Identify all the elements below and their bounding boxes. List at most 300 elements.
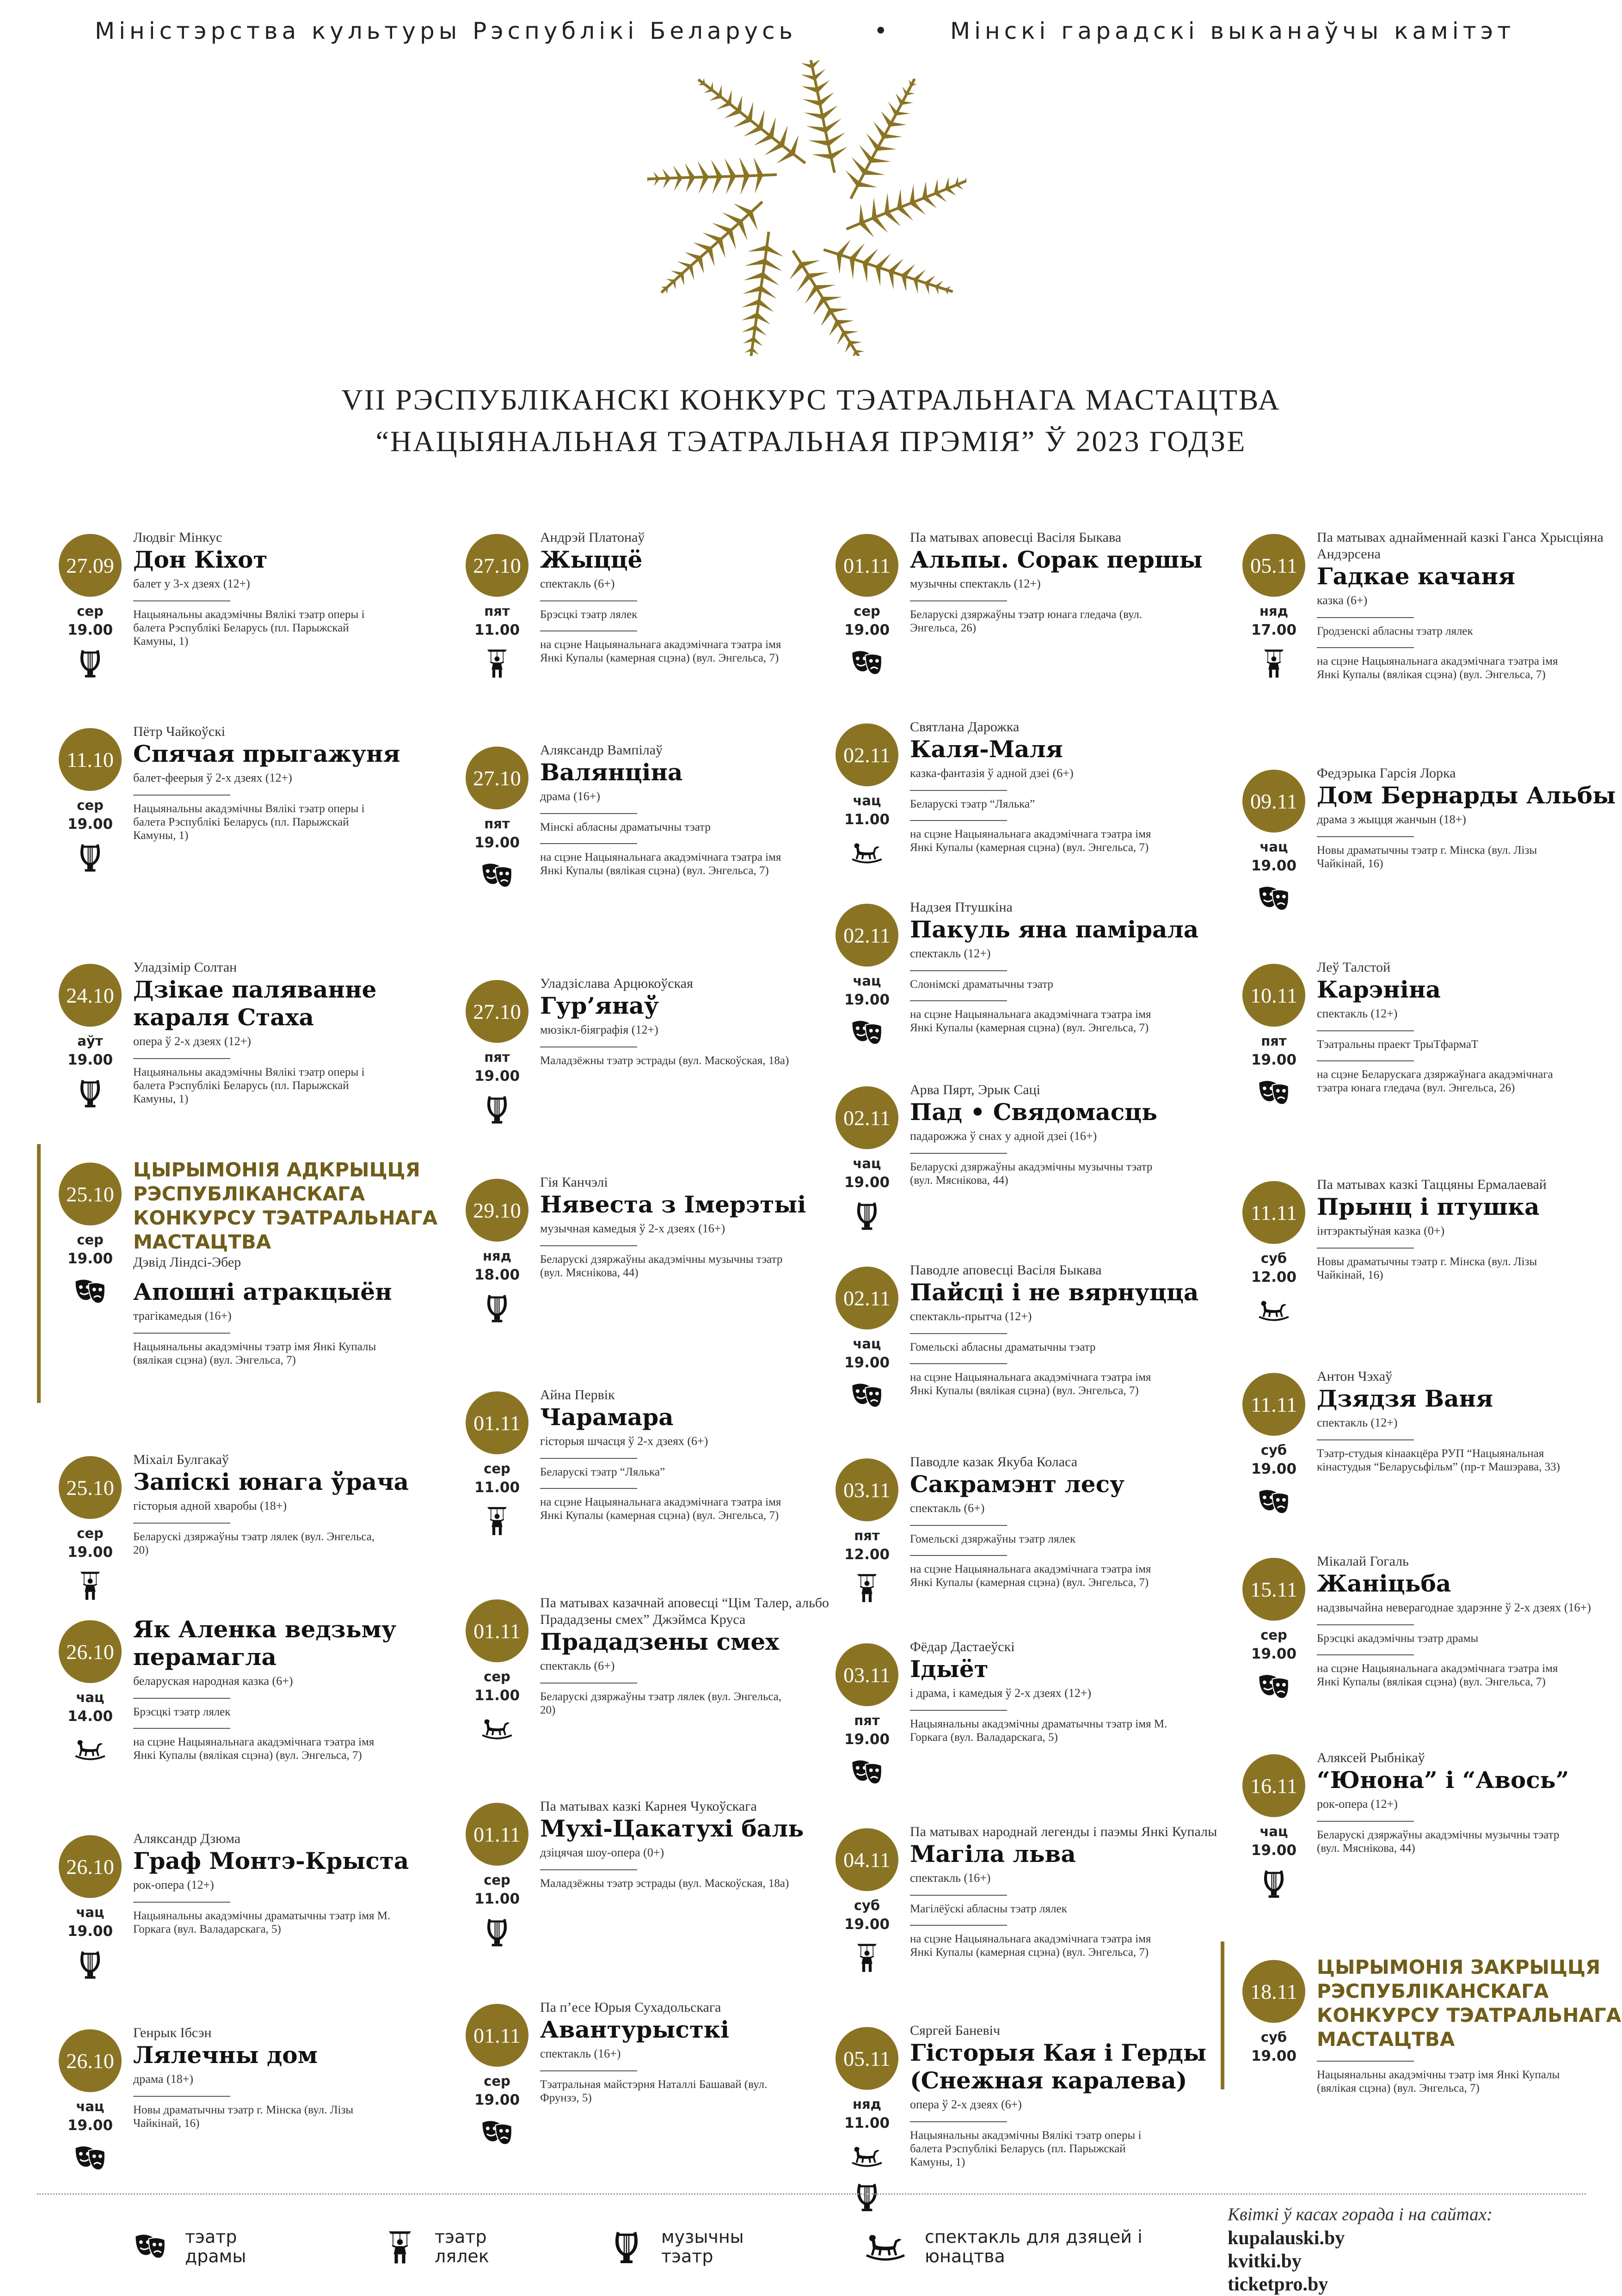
- event-title: Валянціна: [540, 759, 683, 786]
- event-genre: драма з жыцця жанчын (18+): [1317, 813, 1466, 826]
- ceremony-title: ЦЫРЫМОНІЯ АДКРЫЦЦЯ РЭСПУБЛІКАНСКАГА КОНКУРСУ ТЭАТРАЛЬНАГА МАСТАЦТВА: [133, 1158, 438, 1253]
- event-genre: дзіцячая шоу-опера (0+): [540, 1846, 664, 1859]
- event-genre: беларуская народная казка (6+): [133, 1674, 293, 1688]
- event-genre: рок-опера (12+): [133, 1878, 214, 1892]
- event-venue: Брэсцкі тэатр лялек: [540, 608, 638, 621]
- event-weekday: няд: [852, 2096, 882, 2112]
- event-weekday: суб: [854, 1898, 880, 1913]
- header-organizations: [0, 18, 1622, 55]
- event-venue: Новы драматычны тэатр г. Мінска (вул. Лізы Чайкінай, 16): [1317, 1255, 1537, 1281]
- event-divider: [910, 1925, 1007, 1926]
- title-line-1: VII РЭСПУБЛІКАНСКІ КОНКУРС ТЭАТРАЛЬНАГА МАСТАЦТВА: [341, 383, 1281, 416]
- event-date-badge: 09.11: [1242, 770, 1305, 833]
- event-genre: опера ў 2-х дзеях (12+): [133, 1035, 251, 1048]
- event-date-badge: 03.11: [836, 1643, 898, 1706]
- event-title: Пад • Свядомасць: [910, 1098, 1158, 1126]
- masks-icon: [851, 1379, 883, 1412]
- event-genre: драма (16+): [540, 790, 601, 803]
- event-venue: Беларускі дзяржаўны акадэмічны музычны тэатр (вул. Мяснікова, 44): [910, 1161, 1153, 1187]
- event-weekday: сер: [484, 1669, 510, 1684]
- event-divider: [1317, 1821, 1414, 1822]
- event-weekday: аўт: [77, 1033, 103, 1049]
- event-time: 19.00: [474, 834, 520, 851]
- event-weekday: суб: [1260, 1250, 1287, 1266]
- event-weekday: сер: [1260, 1627, 1287, 1643]
- event-genre: трагікамедыя (16+): [133, 1309, 232, 1322]
- event-title: Дзядзя Ваня: [1317, 1385, 1493, 1412]
- event-time: 19.00: [844, 1354, 890, 1371]
- event-divider: [910, 970, 1007, 971]
- event-genre: надзвычайна неверагоднае здарэнне ў 2-х дзеях (16+): [1317, 1601, 1591, 1614]
- event-title: Граф Монтэ-Крыста: [133, 1847, 409, 1874]
- event-date-block: [462, 1798, 532, 1948]
- event-details: [910, 719, 1224, 854]
- event-date-block: [1239, 1368, 1309, 1518]
- event-title: Гісторыя Кая і Герды (Снежная каралева): [910, 2039, 1207, 2094]
- event-weekday: суб: [1260, 1442, 1287, 1458]
- legend-musical: [610, 2219, 763, 2274]
- ceremony-accent-bar: [37, 1144, 41, 1403]
- event-title: Пакуль яна памірала: [910, 916, 1199, 943]
- event-time: 18.00: [474, 1267, 520, 1283]
- event-time: 19.00: [67, 816, 113, 833]
- event-genre: казка-фантазія ў адной дзеі (6+): [910, 766, 1074, 780]
- event-details: [1317, 1955, 1622, 2095]
- lyre-icon: [74, 841, 106, 873]
- legend-label: тэатр драмы: [185, 2227, 246, 2266]
- event-time: 11.00: [844, 811, 890, 828]
- event-details: [1317, 1553, 1622, 1689]
- event-weekday: суб: [1260, 2029, 1287, 2045]
- horse-icon: [865, 2228, 906, 2265]
- event-weekday: чац: [76, 1904, 104, 1920]
- event-venue-host: на сцэне Нацыянальнага акадэмічнага тэатра імя Янкі Купалы (вялікая сцэна) (вул. Энгельса, 7): [1317, 1662, 1558, 1688]
- event-genre: спектакль (6+): [540, 1659, 615, 1672]
- event-venue-host: на сцэне Нацыянальнага акадэмічнага тэатра імя Янкі Купалы (вялікая сцэна) (вул. Энгельса, 7): [910, 1371, 1151, 1397]
- event-date-block: [1239, 1553, 1309, 1703]
- event-venue-host: на сцэне Нацыянальнага акадэмічнага тэатра імя Янкі Купалы (вялікая сцэна) (вул. Энгельса, 7): [540, 851, 781, 877]
- event-time: 19.00: [67, 622, 113, 638]
- masks-icon: [74, 1275, 106, 1308]
- event-title: Гадкае качаня: [1317, 563, 1516, 590]
- event-time: 19.00: [1251, 2048, 1297, 2064]
- event-weekday: няд: [482, 1248, 512, 1264]
- event-details: [1317, 1176, 1622, 1282]
- event-weekday: сер: [77, 603, 104, 619]
- event-time: 19.00: [67, 1250, 113, 1267]
- masks-icon: [481, 2117, 513, 2149]
- ticket-site-link[interactable]: kupalauski.by: [1228, 2228, 1345, 2249]
- event-date-badge: 27.10: [466, 747, 528, 809]
- event-weekday: пят: [854, 1528, 880, 1543]
- event-date-block: [462, 529, 532, 679]
- masks-icon: [851, 1756, 883, 1788]
- event-date-block: [1239, 1955, 1309, 2064]
- event-weekday: чац: [853, 1336, 881, 1352]
- event-author: Па матывах казкі Карнея Чукоўскага: [540, 1799, 757, 1814]
- event-genre: гісторыя шчасця ў 2-х дзеях (6+): [540, 1434, 708, 1448]
- event-divider: [910, 820, 1007, 821]
- event-author: Гія Канчэлі: [540, 1175, 608, 1190]
- event-title: Спячая прыгажуня: [133, 740, 400, 767]
- event-divider: [1317, 1030, 1414, 1031]
- event-genre: балет-феерыя ў 2-х дзеях (12+): [133, 771, 292, 784]
- event-date-badge: 04.11: [836, 1828, 898, 1891]
- event-date-badge: 27.10: [466, 534, 528, 597]
- event-divider: [133, 1698, 230, 1699]
- event-divider: [540, 843, 637, 844]
- event-genre: музычны спектакль (12+): [910, 577, 1041, 590]
- event-details: [133, 1616, 448, 1762]
- masks-icon: [481, 859, 513, 892]
- event-author: Федэрыка Гарсія Лорка: [1317, 765, 1456, 781]
- lyre-icon: [481, 1292, 513, 1324]
- event-time: 19.00: [1251, 857, 1297, 874]
- event-author: Уладзімір Солтан: [133, 960, 237, 975]
- puppet-icon: [481, 1504, 513, 1537]
- event-title: Апошні атракцыён: [133, 1278, 392, 1305]
- event-genre: інтэрактыўная казка (0+): [1317, 1224, 1445, 1237]
- event-weekday: чац: [853, 793, 881, 808]
- event-weekday: пят: [484, 1049, 510, 1065]
- event-genre: спектакль (12+): [1317, 1416, 1398, 1429]
- event-title: Лялечны дом: [133, 2041, 318, 2069]
- event-author: Фёдар Дастаеўскі: [910, 1639, 1015, 1654]
- event-date-block: [462, 742, 532, 892]
- masks-icon: [1258, 882, 1290, 915]
- event-date-badge: 11.11: [1242, 1181, 1305, 1244]
- event-divider: [910, 790, 1007, 791]
- event-author: Аляксандр Вампілаў: [540, 742, 663, 758]
- event-date-badge: 01.11: [466, 1803, 528, 1866]
- event-venue: Маладзёжны тэатр эстрады (вул. Маскоўская, 18а): [540, 1054, 789, 1067]
- event-date-badge: 01.11: [466, 1391, 528, 1454]
- event-details: [133, 1158, 448, 1367]
- event-time: 19.00: [474, 2092, 520, 2108]
- event-weekday: пят: [484, 603, 510, 619]
- event-date-block: [55, 1616, 125, 1765]
- event-venue: Новы драматычны тэатр г. Мінска (вул. Лізы Чайкінай, 16): [133, 2104, 354, 2130]
- event-time: 19.00: [67, 2117, 113, 2134]
- event-divider: [910, 1525, 1007, 1526]
- event-date-badge: 29.10: [466, 1179, 528, 1242]
- event-venue-host: на сцэне Нацыянальнага акадэмічнага тэатра імя Янкі Купалы (камерная сцэна) (вул. Энгельса, 7): [910, 1563, 1151, 1589]
- event-title: Пайсці і не вярнуцца: [910, 1279, 1199, 1306]
- event-date-badge: 01.11: [836, 534, 898, 597]
- event-time: 19.00: [67, 1544, 113, 1561]
- legend-puppet: [384, 2219, 522, 2274]
- event-details: [133, 959, 448, 1106]
- footer-divider: [37, 2193, 1586, 2195]
- horse-icon: [1258, 1294, 1290, 1326]
- event-divider: [910, 1000, 1007, 1001]
- event-date-block: [1239, 959, 1309, 1109]
- masks-icon: [74, 2142, 106, 2174]
- event-time: 19.00: [844, 992, 890, 1008]
- event-genre: казка (6+): [1317, 594, 1368, 607]
- title-line-2: “НАЦЫЯНАЛЬНАЯ ТЭАТРАЛЬНАЯ ПРЭМІЯ” Ў 2023 ГОДЗЕ: [375, 425, 1247, 458]
- event-author: Міхаіл Булгакаў: [133, 1452, 229, 1467]
- event-genre: драма (18+): [133, 2072, 194, 2086]
- event-title: Дом Бернарды Альбы: [1317, 782, 1616, 809]
- fern-wreath-icon: [647, 60, 966, 356]
- event-date-block: [55, 1158, 125, 1308]
- event-date-badge: 03.11: [836, 1458, 898, 1521]
- event-title: Каля-Маля: [910, 735, 1063, 763]
- lyre-icon: [74, 647, 106, 679]
- event-date-block: [832, 1262, 902, 1412]
- event-divider: [133, 1058, 230, 1059]
- event-date-block: [832, 529, 902, 679]
- event-details: [540, 529, 854, 665]
- event-divider: [1317, 1654, 1414, 1655]
- event-date-badge: 26.10: [59, 1835, 122, 1898]
- event-title: Жыццё: [540, 546, 643, 573]
- event-date-block: [1239, 529, 1309, 679]
- event-divider: [133, 1333, 230, 1334]
- event-divider: [1317, 1624, 1414, 1625]
- event-date-badge: 10.11: [1242, 964, 1305, 1027]
- event-date-block: [832, 719, 902, 869]
- event-venue-host: на сцэне Нацыянальнага акадэмічнага тэатра імя Янкі Купалы (камерная сцэна) (вул. Энгельса, 7): [540, 1496, 781, 1522]
- event-details: [910, 1082, 1224, 1187]
- event-divider: [910, 600, 1007, 601]
- event-time: 19.00: [67, 1052, 113, 1068]
- event-genre: спектакль (12+): [1317, 1007, 1398, 1020]
- ticket-site-link[interactable]: ticketpro.by: [1228, 2274, 1328, 2295]
- event-venue-host: на сцэне Нацыянальнага акадэмічнага тэатра імя Янкі Купалы (камерная сцэна) (вул. Энгельса, 7): [910, 1008, 1151, 1034]
- event-genre: спектакль (6+): [910, 1501, 985, 1515]
- event-divider: [1317, 1248, 1414, 1249]
- event-details: [540, 742, 854, 877]
- event-time: 14.00: [67, 1708, 113, 1725]
- event-weekday: сер: [854, 603, 880, 619]
- event-date-badge: 02.11: [836, 1086, 898, 1149]
- lyre-icon: [74, 1077, 106, 1109]
- event-date-block: [1239, 765, 1309, 915]
- event-venue: Новы драматычны тэатр г. Мінска (вул. Лізы Чайкінай, 16): [1317, 844, 1537, 870]
- event-venue: Мінскі абласны драматычны тэатр: [540, 821, 711, 833]
- event-time: 19.00: [1251, 1052, 1297, 1068]
- event-time: 12.00: [1251, 1269, 1297, 1286]
- event-date-badge: 02.11: [836, 904, 898, 967]
- event-time: 19.00: [67, 1923, 113, 1940]
- event-venue: Беларускі дзяржаўны акадэмічны музычны тэатр (вул. Мяснікова, 44): [1317, 1829, 1560, 1855]
- event-author: Арва Пярт, Эрык Саці: [910, 1082, 1040, 1097]
- event-divider: [1317, 1439, 1414, 1440]
- event-venue: Нацыянальны акадэмічны драматычны тэатр імя М. Горкага (вул. Валадарскага, 5): [910, 1718, 1167, 1744]
- event-venue-host: на сцэне Нацыянальнага акадэмічнага тэатра імя Янкі Купалы (камерная сцэна) (вул. Энгельса, 7): [910, 1933, 1151, 1959]
- event-date-block: [462, 1999, 532, 2149]
- event-details: [910, 1639, 1224, 1744]
- event-details: [910, 1824, 1224, 1959]
- event-date-badge: 26.10: [59, 1620, 122, 1683]
- event-weekday: пят: [484, 816, 510, 832]
- event-title: Прададзены смех: [540, 1628, 779, 1655]
- event-venue: Беларускі тэатр “Лялька”: [910, 798, 1035, 810]
- event-details: [540, 975, 854, 1067]
- event-weekday: сер: [77, 797, 104, 813]
- event-time: 12.00: [844, 1546, 890, 1563]
- event-divider: [540, 1869, 637, 1870]
- event-weekday: сер: [484, 2073, 510, 2089]
- event-details: [540, 1595, 854, 1717]
- event-author: Генрык Ібсэн: [133, 2025, 212, 2040]
- event-time: 19.00: [1251, 1461, 1297, 1477]
- legend-drama: [134, 2219, 273, 2274]
- event-author: Па матывах аповесці Васіля Быкава: [910, 530, 1122, 545]
- event-time: 19.00: [844, 1731, 890, 1748]
- legend-label: музычны тэатр: [661, 2227, 744, 2266]
- event-venue: Гродзенскі абласны тэатр лялек: [1317, 625, 1473, 637]
- event-venue-host: на сцэне Беларускага дзяржаўнага акадэмічнага тэатра юнага гледача (вул. Энгельса, 26): [1317, 1068, 1553, 1094]
- event-divider: [910, 1895, 1007, 1896]
- event-date-block: [832, 1824, 902, 1973]
- event-date-block: [832, 899, 902, 1049]
- event-divider: [133, 1523, 230, 1524]
- event-time: 11.00: [474, 1479, 520, 1496]
- event-divider: [1317, 617, 1414, 618]
- event-author: Сяргей Баневіч: [910, 2023, 1001, 2038]
- horse-icon: [851, 836, 883, 869]
- event-divider: [910, 1710, 1007, 1711]
- event-author: Надзея Птушкіна: [910, 900, 1013, 915]
- event-venue-host: на сцэне Нацыянальнага акадэмічнага тэатра імя Янкі Купалы (вялікая сцэна) (вул. Энгельса, 7): [1317, 655, 1558, 681]
- event-time: 17.00: [1251, 622, 1297, 638]
- event-venue: Маладзёжны тэатр эстрады (вул. Маскоўская, 18а): [540, 1877, 789, 1890]
- event-weekday: сер: [484, 1461, 510, 1476]
- masks-icon: [851, 647, 883, 679]
- event-time: 19.00: [1251, 1842, 1297, 1859]
- puppet-icon: [1258, 647, 1290, 679]
- event-weekday: чац: [76, 2099, 104, 2114]
- event-title: Чарамара: [540, 1403, 674, 1431]
- event-details: [910, 2022, 1224, 2169]
- event-venue: Беларускі дзяржаўны тэатр лялек (вул. Энгельса, 20): [133, 1531, 375, 1556]
- horse-icon: [74, 1733, 106, 1765]
- event-venue: Нацыянальны акадэмічны тэатр імя Янкі Купалы (вялікая сцэна) (вул. Энгельса, 7): [133, 1341, 376, 1366]
- puppet-icon: [384, 2228, 416, 2265]
- event-details: [540, 1999, 854, 2105]
- event-date-badge: 02.11: [836, 1267, 898, 1329]
- lyre-icon: [481, 1916, 513, 1948]
- event-weekday: пят: [1261, 1033, 1287, 1049]
- event-date-badge: 02.11: [836, 723, 898, 786]
- event-date-block: [55, 1451, 125, 1601]
- event-date-block: [1239, 1176, 1309, 1326]
- event-details: [540, 1174, 854, 1280]
- event-venue: Беларускі дзяржаўны тэатр лялек (вул. Энгельса, 20): [540, 1690, 782, 1716]
- event-time: 19.00: [844, 1916, 890, 1933]
- event-genre: спектакль-прытча (12+): [910, 1310, 1032, 1323]
- event-details: [1317, 1750, 1622, 1855]
- event-date-badge: 26.10: [59, 2029, 122, 2092]
- masks-icon: [134, 2228, 166, 2265]
- event-details: [133, 723, 448, 842]
- event-details: [133, 1831, 448, 1936]
- event-title: Прынц і птушка: [1317, 1193, 1540, 1220]
- event-venue: Магілёўскі абласны тэатр лялек: [910, 1903, 1067, 1915]
- event-title: Магіла льва: [910, 1840, 1076, 1867]
- event-author: Уладзіслава Арцюкоўская: [540, 976, 693, 991]
- lyre-icon: [851, 1199, 883, 1231]
- event-genre: спектакль (16+): [910, 1871, 991, 1885]
- event-title: Ідыёт: [910, 1655, 989, 1683]
- event-title: Як Аленка ведзьму перамагла: [133, 1616, 397, 1671]
- event-divider: [133, 1902, 230, 1903]
- event-divider: [910, 1363, 1007, 1364]
- event-date-badge: 25.10: [59, 1456, 122, 1519]
- event-venue: Беларускі дзяржаўны тэатр юнага гледача (вул. Энгельса, 26): [910, 608, 1143, 634]
- event-divider: [540, 2070, 637, 2071]
- event-author: Па матывах аднайменнай казкі Ганса Хрысціяна Андэрсена: [1317, 530, 1604, 562]
- event-date-badge: 11.11: [1242, 1373, 1305, 1436]
- event-weekday: чац: [853, 973, 881, 989]
- masks-icon: [1258, 1486, 1290, 1518]
- masks-icon: [1258, 1077, 1290, 1109]
- event-date-badge: 11.10: [59, 728, 122, 791]
- lyre-icon: [851, 2180, 883, 2213]
- event-date-block: [462, 975, 532, 1125]
- event-divider: [133, 795, 230, 796]
- event-date-block: [832, 1454, 902, 1604]
- event-date-badge: 05.11: [836, 2027, 898, 2090]
- event-genre: мюзікл-біяграфія (12+): [540, 1023, 658, 1036]
- event-weekday: сер: [484, 1872, 510, 1888]
- event-divider: [133, 600, 230, 601]
- legend-label: спектакль для дзяцей і юнацтва: [925, 2227, 1143, 2266]
- lyre-icon: [610, 2228, 643, 2265]
- event-date-block: [55, 2025, 125, 2174]
- event-weekday: чац: [76, 1690, 104, 1705]
- event-divider: [540, 1458, 637, 1459]
- legend-label: тэатр лялек: [435, 2227, 489, 2266]
- event-venue: Беларускі дзяржаўны акадэмічны музычны тэатр (вул. Мяснікова, 44): [540, 1253, 783, 1279]
- event-time: 11.00: [844, 2115, 890, 2131]
- event-genre: гісторыя адной хваробы (18+): [133, 1499, 287, 1512]
- event-venue: Нацыянальны акадэмічны Вялікі тэатр оперы і балета Рэспублікі Беларусь (пл. Парыжскай Камуны, 1): [133, 1066, 365, 1105]
- event-divider: [910, 1333, 1007, 1334]
- event-weekday: сер: [77, 1525, 104, 1541]
- event-divider: [133, 2096, 230, 2097]
- event-details: [910, 899, 1224, 1035]
- event-weekday: сер: [77, 1232, 104, 1248]
- event-weekday: чац: [853, 1156, 881, 1171]
- puppet-icon: [481, 647, 513, 679]
- event-details: [1317, 529, 1622, 681]
- event-date-block: [832, 1082, 902, 1231]
- event-divider: [540, 813, 637, 814]
- event-date-badge: 15.11: [1242, 1558, 1305, 1621]
- event-divider: [540, 600, 637, 601]
- event-venue: Тэатр-студыя кінаакцёра РУП “Нацыянальная кінастудыя “Беларусьфільм” (пр-т Машэрава, 33): [1317, 1447, 1560, 1473]
- event-divider: [910, 2121, 1007, 2122]
- event-author: Людвіг Мінкус: [133, 530, 222, 545]
- event-venue: Нацыянальны акадэмічны Вялікі тэатр оперы і балета Рэспублікі Беларусь (пл. Парыжскай Камуны, 1): [133, 608, 365, 648]
- event-divider: [1317, 647, 1414, 648]
- event-author: Айна Первік: [540, 1387, 615, 1402]
- puppet-icon: [851, 1941, 883, 1973]
- event-venue: Тэатральны праект ТрыТфармаТ: [1317, 1038, 1479, 1051]
- tickets-heading: Квіткі ў касах горада і на сайтах:: [1228, 2204, 1493, 2224]
- event-genre: спектакль (6+): [540, 577, 615, 590]
- event-divider: [540, 1683, 637, 1684]
- event-venue-host: на сцэне Нацыянальнага акадэмічнага тэатра імя Янкі Купалы (камерная сцэна) (вул. Энгельса, 7): [910, 828, 1151, 854]
- ticket-site-link[interactable]: kvitki.by: [1228, 2251, 1302, 2272]
- event-venue: Гомельскі дзяржаўны тэатр лялек: [910, 1533, 1076, 1545]
- event-weekday: пят: [854, 1713, 880, 1728]
- event-date-badge: 01.11: [466, 2004, 528, 2067]
